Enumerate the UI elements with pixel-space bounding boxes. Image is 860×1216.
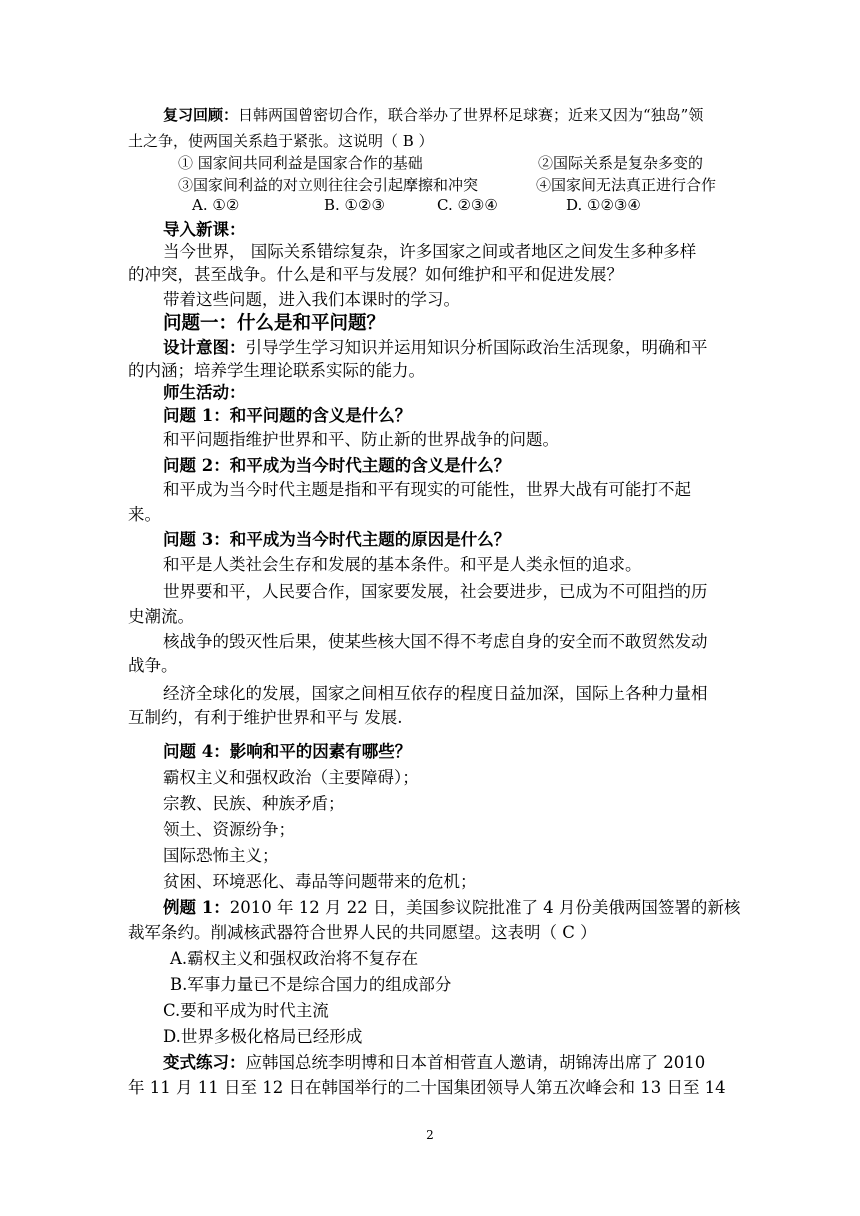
review-item-2: ②国际关系是复杂多变的 bbox=[538, 154, 704, 172]
intro-paragraph-2: 带着这些问题，进入我们本课时的学习。 bbox=[163, 290, 460, 309]
example-1-option-a: A.霸权主义和强权政治将不复存在 bbox=[170, 949, 419, 968]
review-label: 复习回顾： bbox=[163, 106, 239, 124]
question-2-answer-line-2: 来。 bbox=[128, 505, 161, 524]
question-3-answer-1: 和平是人类社会生存和发展的基本条件。和平是人类永恒的追求。 bbox=[163, 555, 642, 574]
question-2-answer-line-1: 和平成为当今时代主题是指和平有现实的可能性，世界大战有可能打不起 bbox=[163, 480, 691, 499]
activity-label: 师生活动： bbox=[163, 383, 246, 402]
review-line-1: 复习回顾：日韩两国曾密切合作，联合举办了世界杯足球赛；近来又因为“独岛”领 bbox=[163, 106, 704, 124]
review-option-c: C. ②③④ bbox=[437, 196, 498, 214]
intro-paragraph-1-line-1: 当今世界， 国际关系错综复杂，许多国家之间或者地区之间发生多种多样 bbox=[163, 242, 697, 261]
example-1-line-2: 裁军条约。削减核武器符合世界人民的共同愿望。这表明（ C ） bbox=[128, 923, 597, 942]
review-item-4: ④国家间无法真正进行合作 bbox=[536, 176, 717, 194]
question-3-answer-2-line-2: 史潮流。 bbox=[128, 607, 194, 626]
practice-line-1: 变式练习：应韩国总统李明博和日本首相菅直人邀请，胡锦涛出席了 2010 bbox=[163, 1053, 706, 1072]
review-option-d: D. ①②③④ bbox=[566, 196, 641, 214]
question-1-answer: 和平问题指维护世界和平、防止新的世界战争的问题。 bbox=[163, 430, 559, 449]
question-3-title: 问题 3：和平成为当今时代主题的原因是什么？ bbox=[163, 530, 511, 549]
factor-1: 霸权主义和强权政治（主要障碍）； bbox=[163, 768, 419, 787]
review-line-2: 土之争，使两国关系趋于紧张。这说明（ B ） bbox=[128, 132, 434, 150]
page-number: 2 bbox=[426, 1128, 434, 1142]
intro-label: 导入新课： bbox=[163, 220, 246, 239]
factor-5: 贫困、环境恶化、毒品等问题带来的危机； bbox=[163, 872, 477, 891]
question-1-title: 问题 1：和平问题的含义是什么？ bbox=[163, 406, 412, 425]
question-3-answer-4-line-1: 经济全球化的发展，国家之间相互依存的程度日益加深，国际上各种力量相 bbox=[163, 684, 708, 703]
factor-2: 宗教、民族、种族矛盾； bbox=[163, 794, 345, 813]
question-4-title: 问题 4：影响和平的因素有哪些？ bbox=[163, 742, 412, 761]
review-item-3: ③国家间利益的对立则往往会引起摩擦和冲突 bbox=[178, 176, 479, 194]
example-1-option-b: B.军事力量已不是综合国力的组成部分 bbox=[170, 975, 452, 994]
review-item-1: ① 国家间共同利益是国家合作的基础 bbox=[178, 154, 423, 172]
design-intent-line-2: 的内涵；培养学生理论联系实际的能力。 bbox=[128, 361, 425, 380]
section-1-title: 问题一：什么是和平问题？ bbox=[163, 313, 386, 334]
question-3-answer-2-line-1: 世界要和平，人民要合作，国家要发展，社会要进步，已成为不可阻挡的历 bbox=[163, 582, 708, 601]
example-1-line-1: 例题 1：2010 年 12 月 22 日，美国参议院批准了 4 月份美俄两国签署的新核 bbox=[163, 898, 741, 917]
design-intent-line-1: 设计意图：引导学生学习知识并运用知识分析国际政治生活现象，明确和平 bbox=[163, 338, 708, 357]
question-3-answer-4-line-2: 互制约，有利于维护世界和平与 发展. bbox=[128, 708, 403, 727]
factor-4: 国际恐怖主义； bbox=[163, 846, 279, 865]
review-option-a: A. ①② bbox=[192, 196, 240, 214]
question-3-answer-3-line-2: 战争。 bbox=[128, 656, 178, 675]
review-option-b: B. ①②③ bbox=[324, 196, 385, 214]
factor-3: 领土、资源纷争； bbox=[163, 820, 295, 839]
example-1-option-d: D.世界多极化格局已经形成 bbox=[163, 1027, 363, 1046]
example-1-option-c: C.要和平成为时代主流 bbox=[163, 1001, 329, 1020]
practice-line-2: 年 11 月 11 日至 12 日在韩国举行的二十国集团领导人第五次峰会和 13 日至 14 bbox=[128, 1078, 726, 1097]
intro-paragraph-1-line-2: 的冲突，甚至战争。什么是和平与发展？如何维护和平和促进发展？ bbox=[128, 265, 623, 284]
question-3-answer-3-line-1: 核战争的毁灭性后果，使某些核大国不得不考虑自身的安全而不敢贸然发动 bbox=[163, 632, 708, 651]
question-2-title: 问题 2：和平成为当今时代主题的含义是什么？ bbox=[163, 456, 511, 475]
